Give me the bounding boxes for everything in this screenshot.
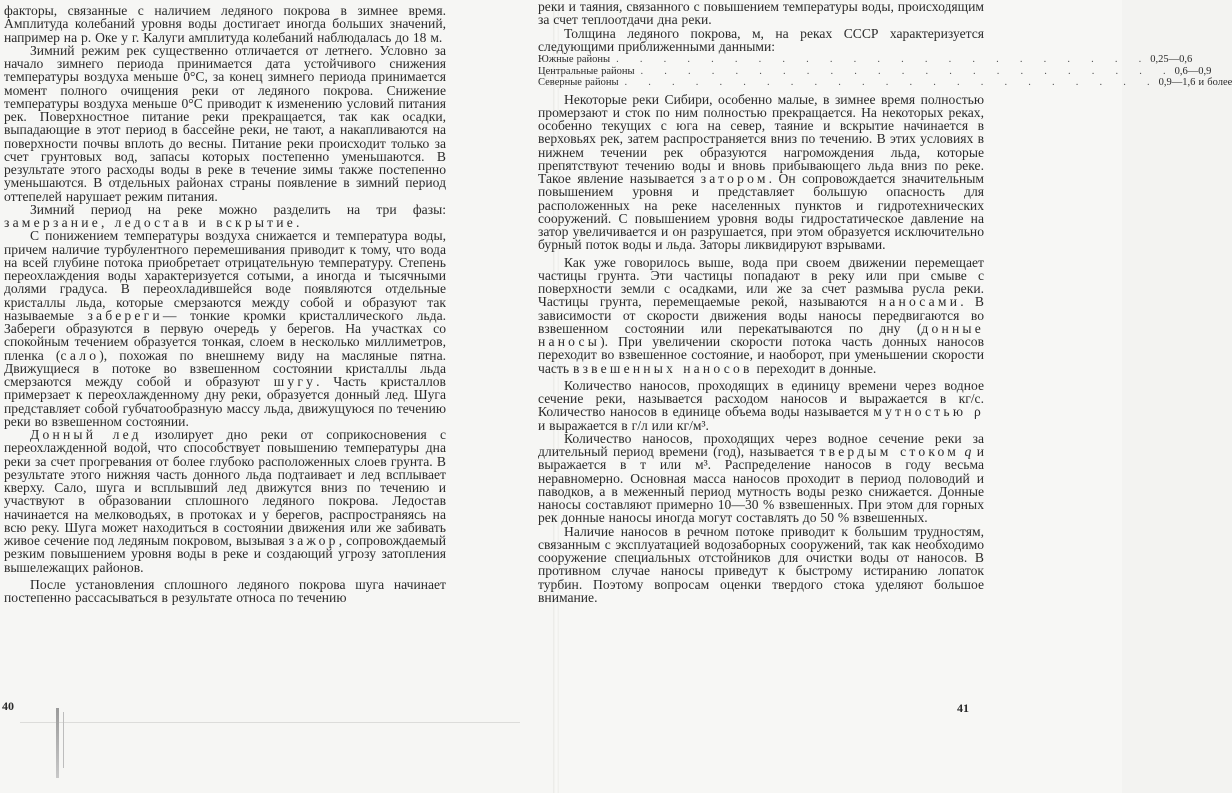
paragraph-text: . Часть кристаллов примерзает к переохлажденному дну реки, образуется донный лед. Шуга представляет собой губчатообразную массу льда, движущуюся по течению реки во взвешенном состоянии. [4, 374, 446, 429]
region-name: Южные районы [538, 54, 611, 65]
paragraph-text: — тонкие кромки кристаллического льда. Забереги образуются в первую очередь у берегов. На участках со спокойным течением образуется тонкая, слоем в несколько миллиметров, пленка ( [4, 307, 447, 363]
thickness-value: 0,6—0,9 [1174, 65, 1212, 77]
paragraph-text: Как уже говорилось выше, вода при своем движении перемещает частицы грунта. Эти частицы попадают в реку или при смыве с поверхности земли с осадками, или же за счет размыва русла реки. Частицы грунта, перемещаемые рекой, называются [538, 254, 984, 310]
paragraph-text: , сопровождаемый резким повышением уровня воды в реке и создающий угрозу затопления вышележащих районов. [4, 533, 446, 575]
region-name: Центральные районы [538, 65, 635, 77]
spaced-term: зажор [288, 533, 339, 548]
paragraph-text: ), похожая по внешнему виду на масляные пятна. Движущиеся в потоке во взвешенном состоянии кристаллы льда смерзаются между собой и образуют [4, 347, 446, 389]
paragraph-text: изолирует дно реки от соприкосновения с переохлажденной водой, что способствует повышению температуры дна реки за счет прогревания от более глубоко расположенных слоев грунта. В результате этого нижняя часть донного льда подтаивает и лед всплывает кверху. Сало, шуга и всплывший лед движутся вниз по течению и участвуют в образовании сплошного ледяного покрова. Ледостав начинается на мелководьях, в протоках и у берегов, распространяясь на всю реку. Шуга может находиться в состоянии движения или же забивать живое сечение под ледяным покровом, вызывая [4, 427, 446, 548]
paragraph [538, 93, 984, 252]
spaced-term: донные наносы [538, 320, 984, 349]
paragraph: реки и таяния, связанного с повышением температуры воды, происходящим за счет теплоотдачи дна реки. [538, 0, 984, 28]
paragraph-text: и выражается в т или м³. Распределение наносов в году весьма неравномерно. Основная масса наносов проходит в период половодий и паводков, а в меженный период мутность воды резко снижается. Донные наносы составляют примерно 10—30 % взвешенных. При этом для горных рек донные наносы иногда могут составлять до 50 % взвешенных. [538, 444, 984, 526]
thickness-value: 0,9—1,6 и более [1158, 77, 1232, 88]
spaced-term: твердым стоком [819, 444, 959, 459]
paragraph [538, 432, 984, 525]
spaced-term: забереги [87, 307, 163, 323]
spaced-term: взвешенных наносов [572, 360, 753, 376]
scan-artifact-mark-thin [63, 712, 64, 768]
leader-dots: . . . . . . . . . . . . . . . . . . . . . . . [624, 77, 1159, 88]
symbol-q: q [964, 444, 972, 459]
paragraph [4, 229, 446, 428]
ice-thickness-table [538, 54, 1232, 89]
paragraph [538, 379, 984, 432]
table-row [538, 54, 1193, 66]
spaced-term: сало [60, 347, 100, 363]
spaced-term: Донный лед [30, 427, 142, 442]
paragraph-text: Зимний период на реке можно разделить на три фазы: [30, 201, 446, 217]
left-text-column [4, 4, 446, 604]
paragraph-text: Количество наносов, проходящих через водное сечение реки за длительный период времени (год), называется [538, 430, 984, 459]
table-row [538, 77, 1232, 89]
paragraph: Наличие наносов в речном потоке приводит к большим трудностям, связанным с эксплуатацией водозаборных сооружений, так как необходимо сооружение специальных отстойников для очистки воды от наносов. В противном случае наносы приведут к быстрому истиранию лопаток турбин. Поэтому вопросам оценки твердого стока уделяют большое внимание. [538, 523, 984, 605]
paragraph-text: С понижением температуры воздуха снижается и температура воды, причем наличие турбулентного перемешивания приводит к тому, что вода на всей глубине потока приобретает отрицательную температуру. Степень переохлаждения воды характеризуется сотыми, а иногда и тысячными долями градуса. В переохладившейся воде появляются отдельные кристаллы льда, которые смерзаются между собой и образуют так называемые [4, 228, 446, 323]
spaced-term: мутностью ρ [873, 404, 984, 420]
table-row [538, 65, 1212, 78]
region-name: Северные районы [538, 77, 619, 88]
paragraph-text: переходит в донные. [756, 360, 877, 376]
paragraph-text: . В зависимости от скорости движения воды наносы передвигаются во взвешенном состоянии или перекатываются по дну ( [538, 294, 985, 336]
paragraph: факторы, связанные с наличием ледяного покрова в зимнее время. Амплитуда колебаний уровня воды достигает иногда больших значений, например на р. Оке у г. Калуги амплитуда колебаний наблюдалась до 18 м. [4, 3, 446, 45]
page-number-left: 40 [2, 699, 14, 713]
paragraph: После установления сплошного ледяного покрова шуга начинает постепенно рассасываться в результате относа по течению [4, 576, 446, 605]
paragraph-text: ). При увеличении скорости потока часть донных наносов переходит во взвешенное состояние, и наоборот, при уменьшении скорости часть [538, 334, 984, 376]
paragraph-text: Некоторые реки Сибири, особенно малые, в зимнее время полностью промерзают и сток по ним полностью прекращается. На некоторых реках, особенно текущих с юга на север, таяние и вскрытие начинается в верховьях рек, затем распространяется вниз по течению. В этих условиях в нижнем течении рек образуются нагромождения льда, которые препятствуют течению воды и вновь прибывающего льда вниз по реке. Такое явление называется [538, 91, 984, 186]
leader-dots: . . . . . . . . . . . . . . . . . . . . . . . [640, 65, 1175, 77]
paragraph [538, 256, 984, 375]
spaced-term: наносами [878, 294, 961, 310]
leader-dots: . . . . . . . . . . . . . . . . . . . . . . . [616, 54, 1151, 65]
right-text-column [538, 0, 1232, 605]
spaced-term: замерзание, ледостав и вскрытие. [4, 215, 303, 230]
paragraph: Толщина ледяного покрова, м, на реках СССР характеризуется следующими приближенными данными: [538, 25, 984, 54]
thickness-value: 0,25—0,6 [1150, 54, 1193, 65]
spaced-term: затором [700, 171, 769, 186]
paragraph [4, 203, 446, 230]
paragraph-text: и выражается в г/л или кг/м³. [538, 417, 709, 433]
paragraph: Зимний режим рек существенно отличается от летнего. Условно за начало зимнего периода принимается дата устойчивого снижения температуры воздуха меньше 0°С, за конец зимнего периода принимается момент полного очищения реки от ледяного покрова. Снижение температуры воздуха меньше 0°С приводит к изменению условий питания рек. Поверхностное питание реки прекращается, так как осадки, выпадающие в этот период в бассейне реки, не тают, а накапливаются на поверхности почвы вплоть до весны. Питание реки происходит только за счет грунтовых вод, запасы которых постепенно уменьшаются. В результате этого расходы воды в реке в течение зимы также постепенно уменьшаются. В отдельных районах страны появление в зимний период оттепелей нарушает режим питания. [4, 42, 446, 204]
paragraph-text: Количество наносов, проходящих в единицу времени через водное сечение реки, называется расходом наносов и выражается в кг/с. Количество наносов в единице объема воды называется [538, 377, 984, 420]
page-number-right: 41 [957, 701, 969, 715]
paragraph [4, 428, 446, 574]
scan-artifact-mark [56, 708, 59, 778]
paragraph-text: . Он сопровождается значительным повышением уровня и представляет большую опасность для расположенных на реке населенных пунктов и гидротехнических сооружений. С повышением уровня воды гидростатическое давление на затор увеличивается и он разрушается, при этом образуется исключительно бурный поток воды и льда. Заторы ликвидируют взрывами. [538, 171, 984, 253]
spaced-term: шугу [273, 374, 317, 389]
scan-artifact-line [20, 722, 520, 723]
